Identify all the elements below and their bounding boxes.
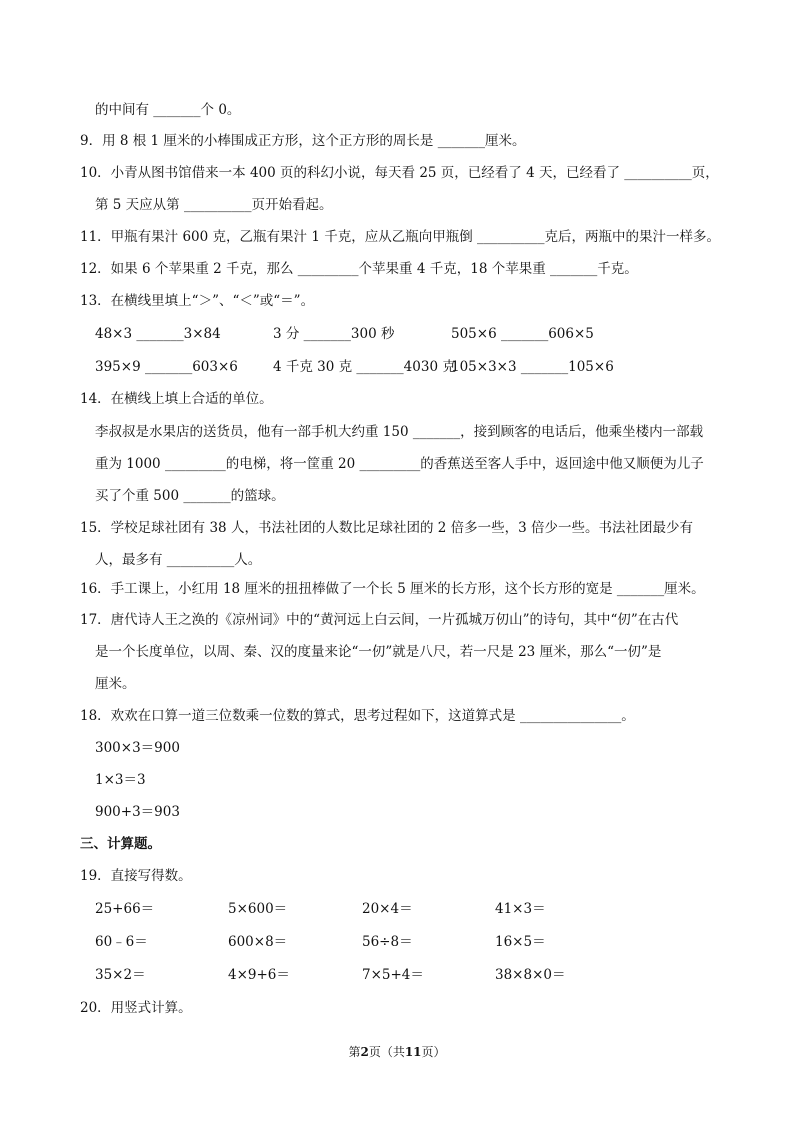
calc-item: 600×8＝ <box>228 934 288 950</box>
calc-item: 16×5＝ <box>495 934 546 950</box>
compare-item: 505×6 _______606×5 <box>451 326 594 342</box>
footer-suffix: 页） <box>421 1045 446 1059</box>
question-10-line-1: 10．小青从图书馆借来一本 400 页的科幻小说，每天看 25 页，已经看了 4 天，已经看了 __________页， <box>80 165 719 181</box>
calc-item: 41×3＝ <box>495 901 546 917</box>
calc-item: 38×8×0＝ <box>495 967 566 983</box>
question-9: 9．用 8 根 1 厘米的小棒围成正方形，这个正方形的周长是 _______厘米。 <box>80 133 526 149</box>
question-20: 20．用竖式计算。 <box>80 1000 192 1016</box>
question-17: 17．唐代诗人王之涣的《凉州词》中的“黄河远上白云间，一片孤城万仞山”的诗句，其中“仞”在古代 <box>80 612 679 628</box>
question-15: 15．学校足球社团有 38 人，书法社团的人数比足球社团的 2 倍多一些，3 倍少一些。书法社团最少有 <box>80 520 693 536</box>
question-13: 13．在横线里填上“＞”、“＜”或“＝”。 <box>80 293 315 309</box>
work-step: 300×3＝900 <box>95 740 180 756</box>
question-17-line-2: 是一个长度单位，以周、秦、汉的度量来论“一仞”就是八尺，若一尺是 23 厘米，那么“一仞”是 <box>95 644 662 660</box>
calc-item: 5×600＝ <box>228 901 288 917</box>
footer-page-number: 2 <box>360 1045 369 1059</box>
section-heading: 三、计算题。 <box>80 836 161 852</box>
line-01: 的中间有 _______个 0。 <box>95 102 241 118</box>
question-16: 16．手工课上，小红用 18 厘米的扭扭棒做了一个长 5 厘米的长方形，这个长方形的宽是 _______厘米。 <box>80 581 705 597</box>
calc-item: 20×4＝ <box>362 901 413 917</box>
question-17-line-3: 厘米。 <box>95 676 136 692</box>
question-12: 12．如果 6 个苹果重 2 千克，那么 _________个苹果重 4 千克，18 个苹果重 _______千克。 <box>80 261 638 277</box>
question-11: 11．甲瓶有果汁 600 克，乙瓶有果汁 1 千克，应从乙瓶向甲瓶倒 __________克后，两瓶中的果汁一样多。 <box>80 229 720 245</box>
calc-item: 60﹣6＝ <box>95 934 148 950</box>
question-18: 18．欢欢在口算一道三位数乘一位数的算式，思考过程如下，这道算式是 _______________。 <box>80 708 635 724</box>
footer-middle: 页（共 <box>368 1045 405 1059</box>
footer-total-pages: 11 <box>404 1045 422 1059</box>
compare-item: 3 分 _______300 秒 <box>273 326 395 342</box>
question-14-line-3: 重为 1000 _________的电梯，将一筐重 20 _________的香蕉送至客人手中，返回途中他又顺便为儿子 <box>95 456 704 472</box>
question-15-line-2: 人，最多有 __________人。 <box>95 552 262 568</box>
compare-item: 4 千克 30 克 _______4030 克 <box>273 359 456 375</box>
calc-item: 35×2＝ <box>95 967 146 983</box>
question-14: 14．在横线上填上合适的单位。 <box>80 391 273 407</box>
calc-item: 4×9+6＝ <box>228 967 290 983</box>
question-10-line-2: 第 5 天应从第 __________页开始看起。 <box>95 197 333 213</box>
question-14-line-4: 买了个重 500 _______的篮球。 <box>95 488 285 504</box>
calc-item: 56÷8＝ <box>362 934 413 950</box>
compare-item: 105×3×3 _______105×6 <box>451 359 614 375</box>
question-19: 19．直接写得数。 <box>80 868 192 884</box>
compare-item: 395×9 _______603×6 <box>95 359 238 375</box>
work-step: 900+3＝903 <box>95 804 180 820</box>
footer-prefix: 第 <box>348 1045 361 1059</box>
question-14-line-2: 李叔叔是水果店的送货员，他有一部手机大约重 150 _______，接到顾客的电话后，他乘坐楼内一部载 <box>95 424 704 440</box>
compare-item: 48×3 _______3×84 <box>95 326 221 342</box>
calc-item: 7×5+4＝ <box>362 967 424 983</box>
page-footer <box>0 1043 794 1060</box>
calc-item: 25+66＝ <box>95 901 155 917</box>
work-step: 1×3＝3 <box>95 772 146 788</box>
